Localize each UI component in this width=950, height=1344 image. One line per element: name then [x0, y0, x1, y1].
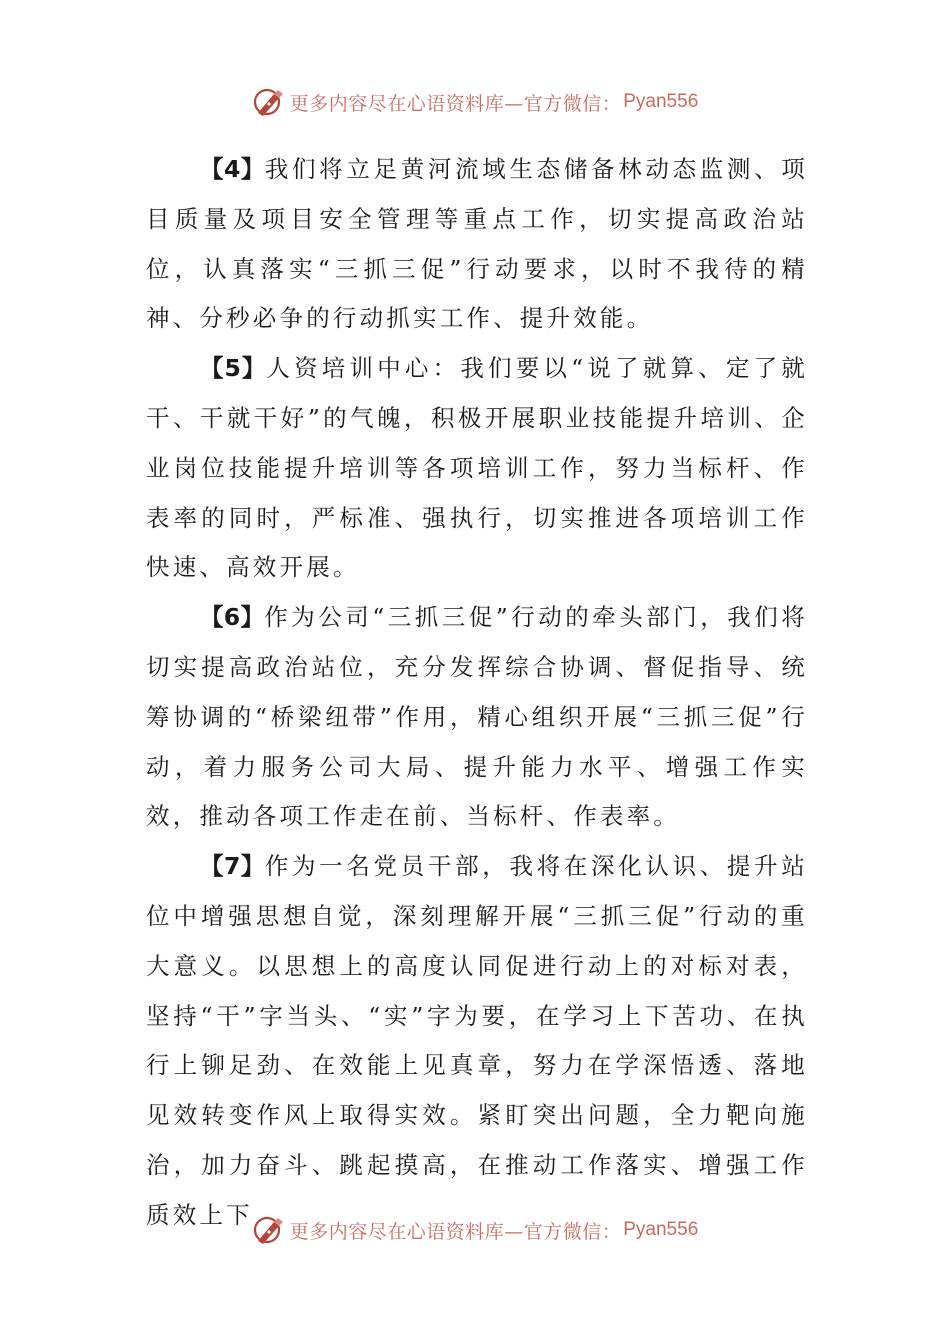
- header-banner: [0, 80, 950, 124]
- paragraph-5: [146, 344, 808, 593]
- header-banner-wechat-id: Pyan556: [623, 91, 699, 112]
- header-banner-text: 更多内容尽在心语资料库—官方微信：: [289, 92, 622, 115]
- footer-banner-text: 更多内容尽在心语资料库—官方微信：: [289, 1220, 622, 1243]
- paragraph-number: 【6】: [200, 603, 265, 632]
- paragraph-number: 【4】: [200, 155, 265, 183]
- paragraph-text: 作为一名党员干部，我将在深化认识、提升站位中增强思想自觉，深刻理解开展“三抓三促”行动的重大意义。以思想上的高度认同促进行动上的对标对表，坚持“干”字当头、“实”字为要，在学习上下苦功、在执行上铆足劲、在效能上见真章，努力在学深悟透、落地见效转变作风上取得实效。紧盯突出问题，全力靶向施治，加力奋斗、跳起摸高，在推动工作落实、增强工作质效上下: [146, 852, 809, 1229]
- pen-nib-logo-icon: [252, 1213, 286, 1247]
- footer-banner: [0, 1208, 950, 1252]
- pen-nib-logo-icon: [252, 85, 286, 119]
- document-body: [146, 145, 808, 1241]
- paragraph-text: 我们将立足黄河流域生态储备林动态监测、项目质量及项目安全管理等重点工作，切实提高政治站位，认真落实“三抓三促”行动要求，以时不我待的精神、分秒必争的行动抓实工作、提升效能。: [146, 155, 809, 333]
- paragraph-text: 人资培训中心：我们要以“说了就算、定了就干、干就干好”的气魄，积极开展职业技能提升培训、企业岗位技能提升培训等各项培训工作，努力当标杆、作表率的同时，严标准、强执行，切实推进各项培训工作快速、高效开展。: [146, 354, 808, 582]
- footer-banner-wechat-id: Pyan556: [623, 1219, 699, 1240]
- paragraph-number: 【7】: [200, 852, 265, 881]
- paragraph-6: [146, 593, 808, 842]
- paragraph-4: [146, 145, 808, 344]
- paragraph-7: [146, 842, 808, 1240]
- paragraph-number: 【5】: [200, 354, 267, 383]
- paragraph-text: 作为公司“三抓三促”行动的牵头部门，我们将切实提高政治站位，充分发挥综合协调、督促指导、统筹协调的“桥梁纽带”作用，精心组织开展“三抓三促”行动，着力服务公司大局、提升能力水平、增强工作实效，推动各项工作走在前、当标杆、作表率。: [146, 603, 808, 831]
